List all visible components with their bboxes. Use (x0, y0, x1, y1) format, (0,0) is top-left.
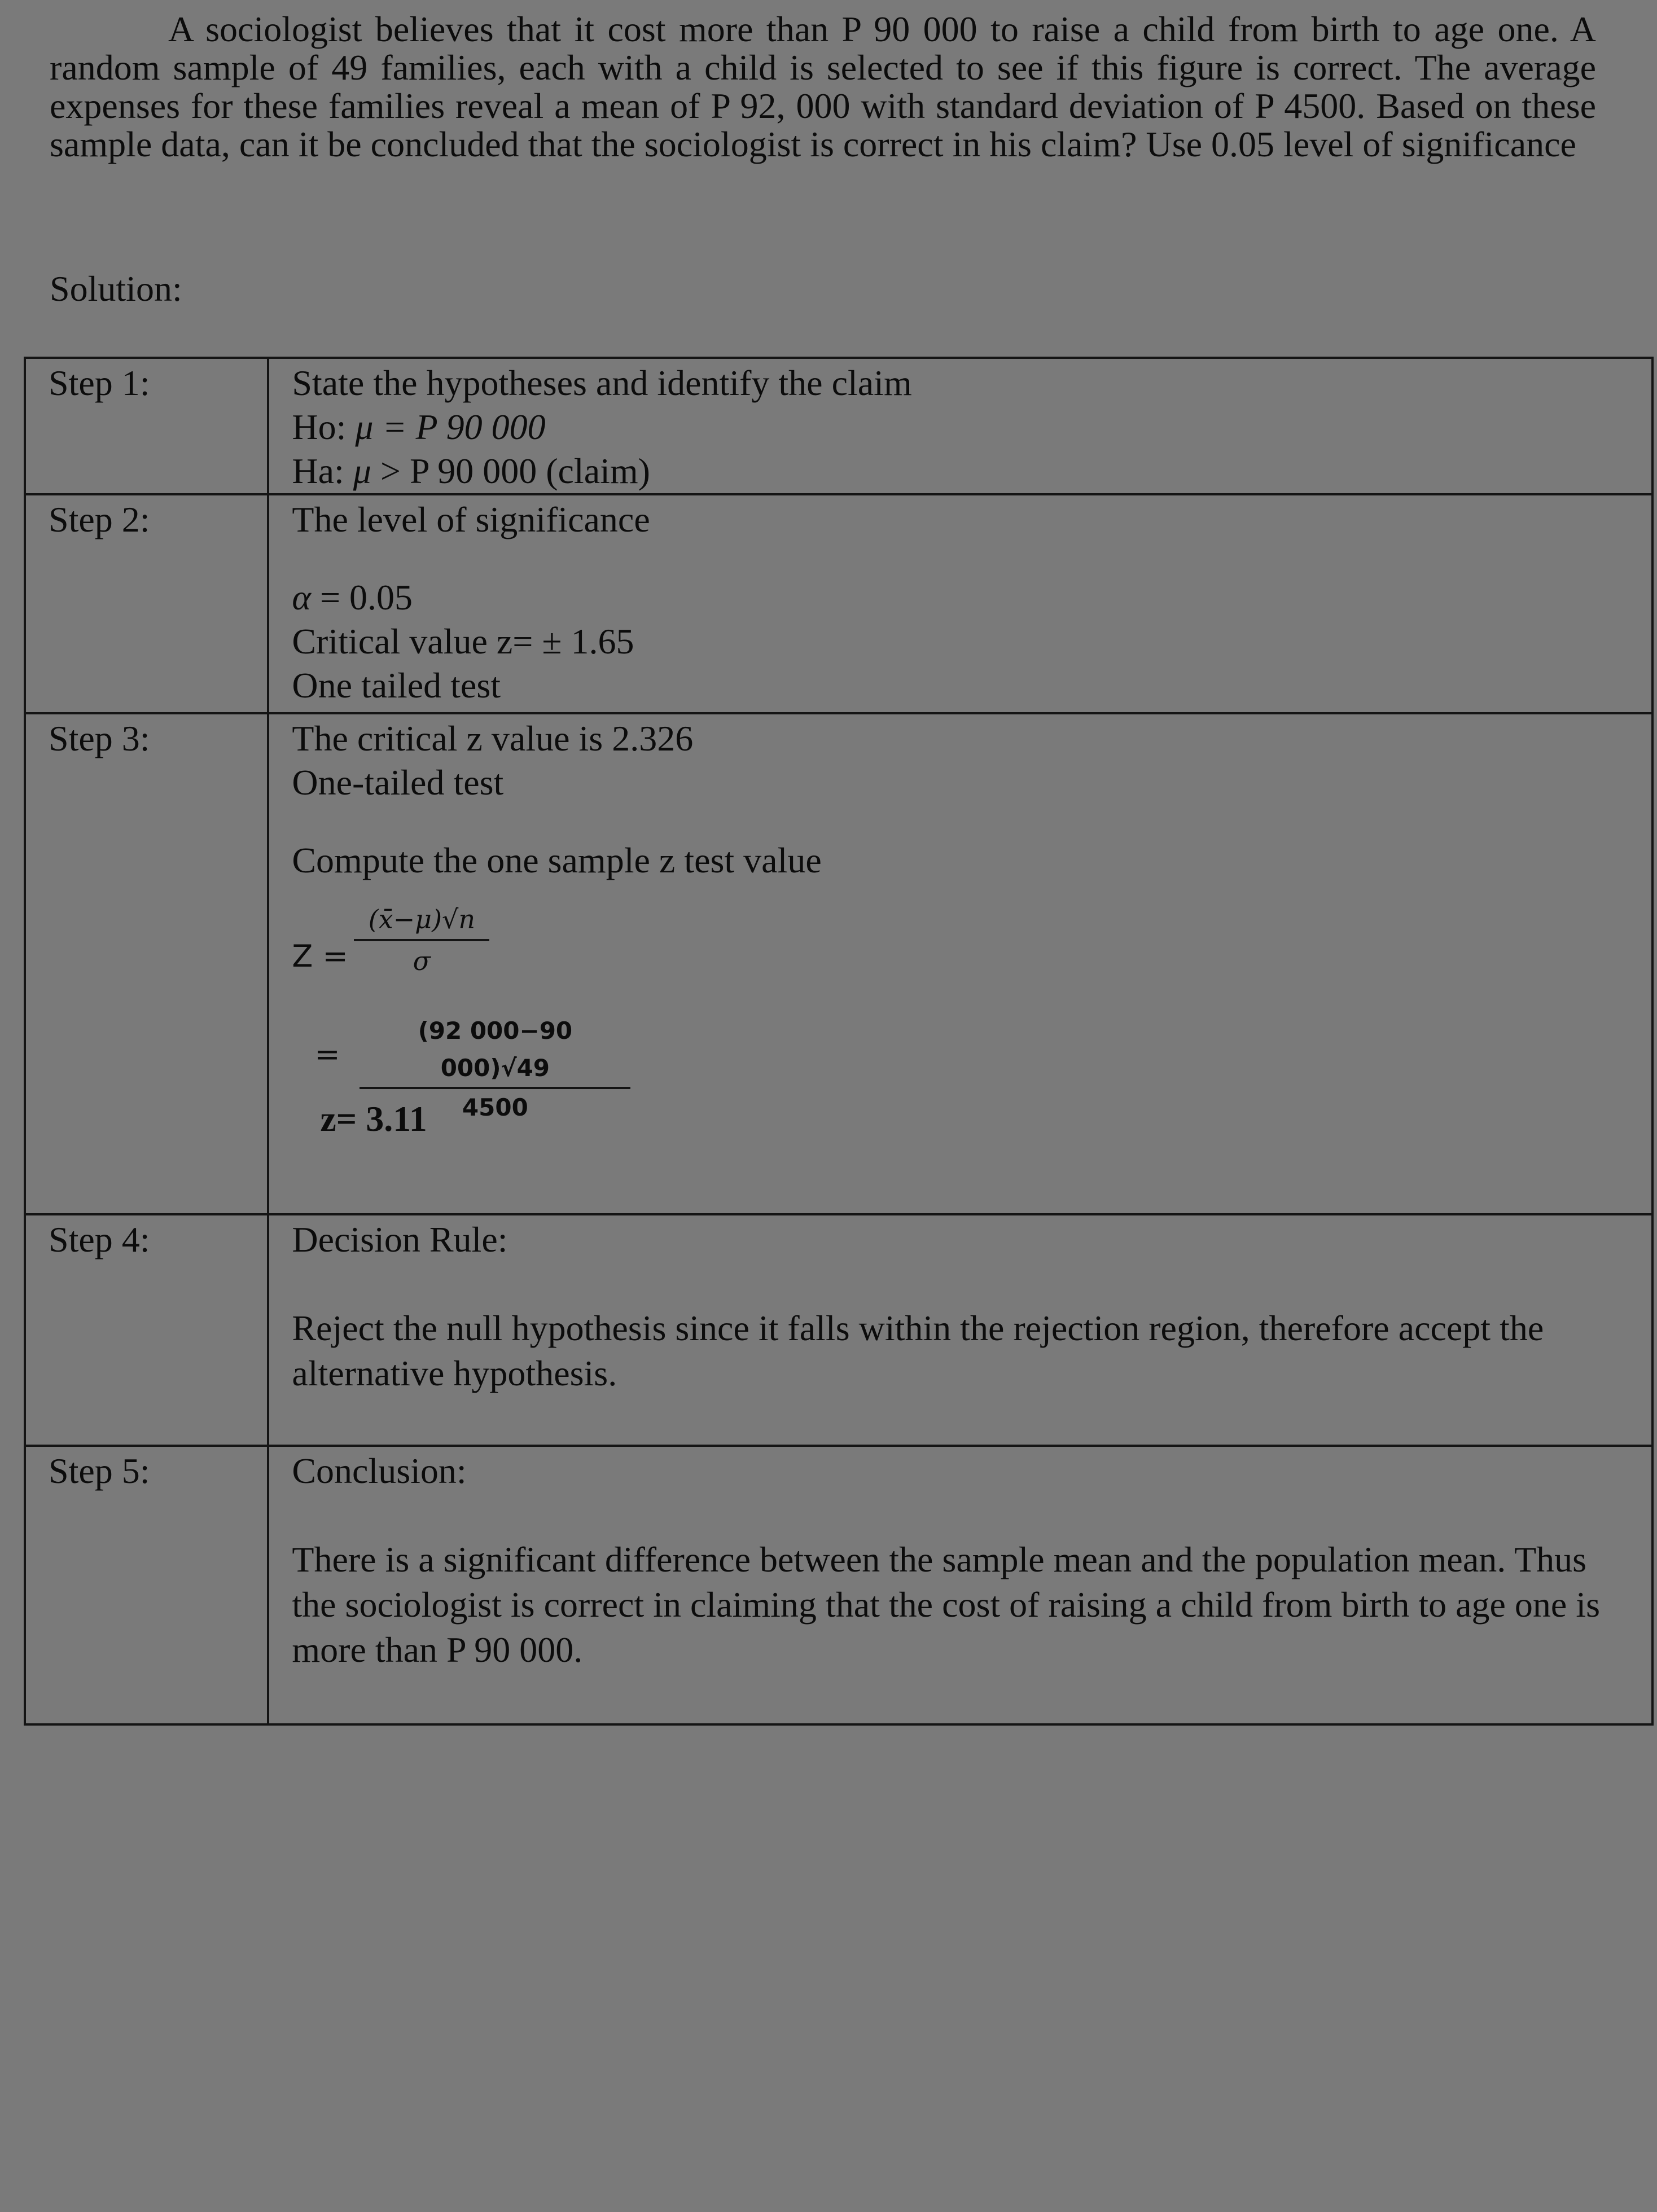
ho-value: = P 90 000 (373, 407, 546, 447)
spacer (292, 1262, 1629, 1306)
spacer (292, 1493, 1629, 1537)
step-row-4 (25, 1214, 1652, 1446)
step-row-5 (25, 1446, 1652, 1724)
problem-statement: A sociologist believes that it cost more than P 90 000 to raise a child from birth to age one. A random sample of 49 families, each with a child is selected to see if this figure is correct. The average expenses for these families reveal a mean of P 92, 000 with standard deviation of P 4500. Based on these sample data, can it be concluded that the sociologist is correct in his claim? Use 0.05 level of significance (50, 9, 1596, 164)
spacer (292, 542, 1629, 576)
spacer (292, 805, 1629, 839)
mu-symbol: μ (353, 451, 371, 491)
step-row-2 (25, 494, 1652, 713)
step-body (268, 494, 1652, 713)
substitution-denominator: 4500 (462, 1094, 528, 1121)
step-label: Step 4: (25, 1214, 268, 1446)
alpha-value (292, 576, 1629, 620)
ha-prefix: Ha: (292, 451, 353, 491)
substitution-fraction (360, 1012, 630, 1126)
substitution-lhs: = (314, 1037, 340, 1072)
step-title: The level of significance (292, 499, 650, 539)
step-body (268, 713, 1652, 1214)
step-body (268, 1214, 1652, 1446)
step-body (268, 1446, 1652, 1724)
step-row-3 (25, 713, 1652, 1214)
step-title: Conclusion: (292, 1451, 467, 1491)
step-body (268, 358, 1652, 494)
ha-value: > P 90 000 (claim) (371, 451, 650, 491)
step-label: Step 1: (25, 358, 268, 494)
mu-symbol: μ (355, 407, 374, 447)
critical-value: Critical value z= ± 1.65 (292, 621, 634, 661)
formula-lhs: Z = (292, 938, 348, 974)
critical-z-text: The critical z value is 2.326 (292, 718, 694, 758)
formula-fraction (354, 899, 489, 981)
step-label: Step 5: (25, 1446, 268, 1724)
step-label: Step 3: (25, 713, 268, 1214)
alpha-symbol: α (292, 577, 311, 617)
step-title: State the hypotheses and identify the claim (292, 363, 912, 403)
test-type: One-tailed test (292, 762, 504, 802)
compute-instruction: Compute the one sample z test value (292, 840, 822, 880)
z-formula (292, 899, 1629, 1012)
decision-rule-text: Reject the null hypothesis since it falls within the rejection region, therefore accept the alternative hypothesis. (292, 1308, 1544, 1393)
step-label: Step 2: (25, 494, 268, 713)
step-title: Decision Rule: (292, 1219, 508, 1259)
solution-steps-table (24, 357, 1654, 1726)
formula-denominator: σ (413, 946, 431, 976)
substitution-numerator: (92 000−90 000)√49 (360, 1012, 630, 1089)
z-result: z= 3.11 (320, 1099, 427, 1139)
conclusion-text: There is a significant difference between the sample mean and the population mean. Thus the sociologist is correct in claiming that the cost of raising a child from birth to age one is more than P 90 000. (292, 1539, 1601, 1670)
null-hypothesis (292, 405, 1629, 449)
alternative-hypothesis (292, 449, 1629, 493)
ho-prefix: Ho: (292, 407, 356, 447)
solution-label: Solution: (50, 269, 182, 309)
test-type: One tailed test (292, 665, 501, 705)
alpha-number: = 0.05 (310, 577, 413, 617)
formula-numerator: (x̄−μ)√n (354, 899, 489, 941)
step-row-1 (25, 358, 1652, 494)
